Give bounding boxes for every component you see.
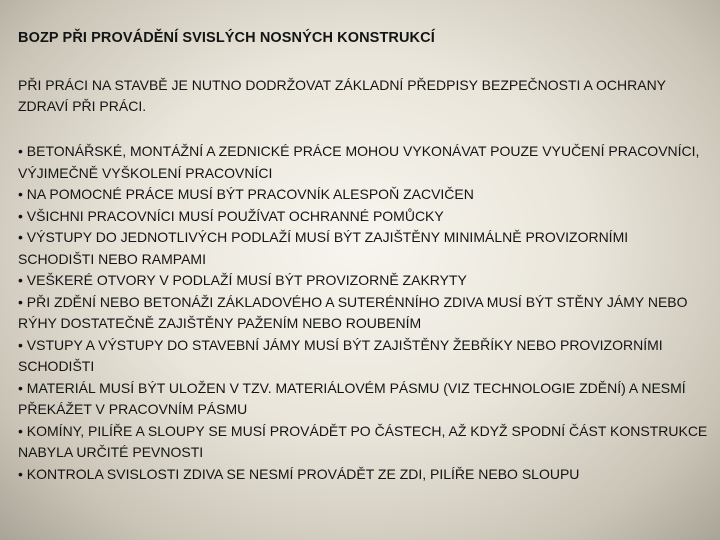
rule-item: • VŠICHNI PRACOVNÍCI MUSÍ POUŽÍVAT OCHRANNÉ POMŮCKY xyxy=(18,207,444,224)
slide-title: BOZP PŘI PROVÁDĚNÍ SVISLÝCH NOSNÝCH KONSTRUKCÍ xyxy=(18,30,435,46)
rule-item: • VÝSTUPY DO JEDNOTLIVÝCH PODLAŽÍ MUSÍ BÝT ZAJIŠTĚNY MINIMÁLNĚ PROVIZORNÍMI SCHODIŠTI NEBO RAMPAMI xyxy=(18,229,629,267)
rules-list xyxy=(18,141,708,485)
rule-item: • KONTROLA SVISLOSTI ZDIVA SE NESMÍ PROVÁDĚT ZE ZDI, PILÍŘE NEBO SLOUPU xyxy=(18,465,580,482)
rule-item: • KOMÍNY, PILÍŘE A SLOUPY SE MUSÍ PROVÁDĚT PO ČÁSTECH, AŽ KDYŽ SPODNÍ ČÁST KONSTRUKCE NABYLA URČITÉ PEVNOSTI xyxy=(18,422,708,460)
rule-item: • BETONÁŘSKÉ, MONTÁŽNÍ A ZEDNICKÉ PRÁCE MOHOU VYKONÁVAT POUZE VYUČENÍ PRACOVNÍCI, VÝJIMEČNĚ VYŠKOLENÍ PRACOVNÍCI xyxy=(18,143,700,181)
rule-item: • NA POMOCNÉ PRÁCE MUSÍ BÝT PRACOVNÍK ALESPOŇ ZACVIČEN xyxy=(18,186,474,202)
rule-item: • VEŠKERÉ OTVORY V PODLAŽÍ MUSÍ BÝT PROVIZORNĚ ZAKRYTY xyxy=(18,272,467,288)
intro-paragraph: PŘI PRÁCI NA STAVBĚ JE NUTNO DODRŽOVAT ZÁKLADNÍ PŘEDPISY BEZPEČNOSTI A OCHRANY ZDRAVÍ PŘI PRÁCI. xyxy=(18,77,666,114)
rule-item: • VSTUPY A VÝSTUPY DO STAVEBNÍ JÁMY MUSÍ BÝT ZAJIŠTĚNY ŽEBŘÍKY NEBO PROVIZORNÍMI SCHODIŠTI xyxy=(18,336,663,374)
rule-item: • PŘI ZDĚNÍ NEBO BETONÁŽI ZÁKLADOVÉHO A SUTERÉNNÍHO ZDIVA MUSÍ BÝT STĚNY JÁMY NEBO RÝHY DOSTATEČNĚ ZAJIŠTĚNY PAŽENÍM NEBO ROUBENÍM xyxy=(18,293,688,331)
rule-item: • MATERIÁL MUSÍ BÝT ULOŽEN V TZV. MATERIÁLOVÉM PÁSMU (VIZ TECHNOLOGIE ZDĚNÍ) A NESMÍ PŘEKÁŽET V PRACOVNÍM PÁSMU xyxy=(18,379,686,417)
